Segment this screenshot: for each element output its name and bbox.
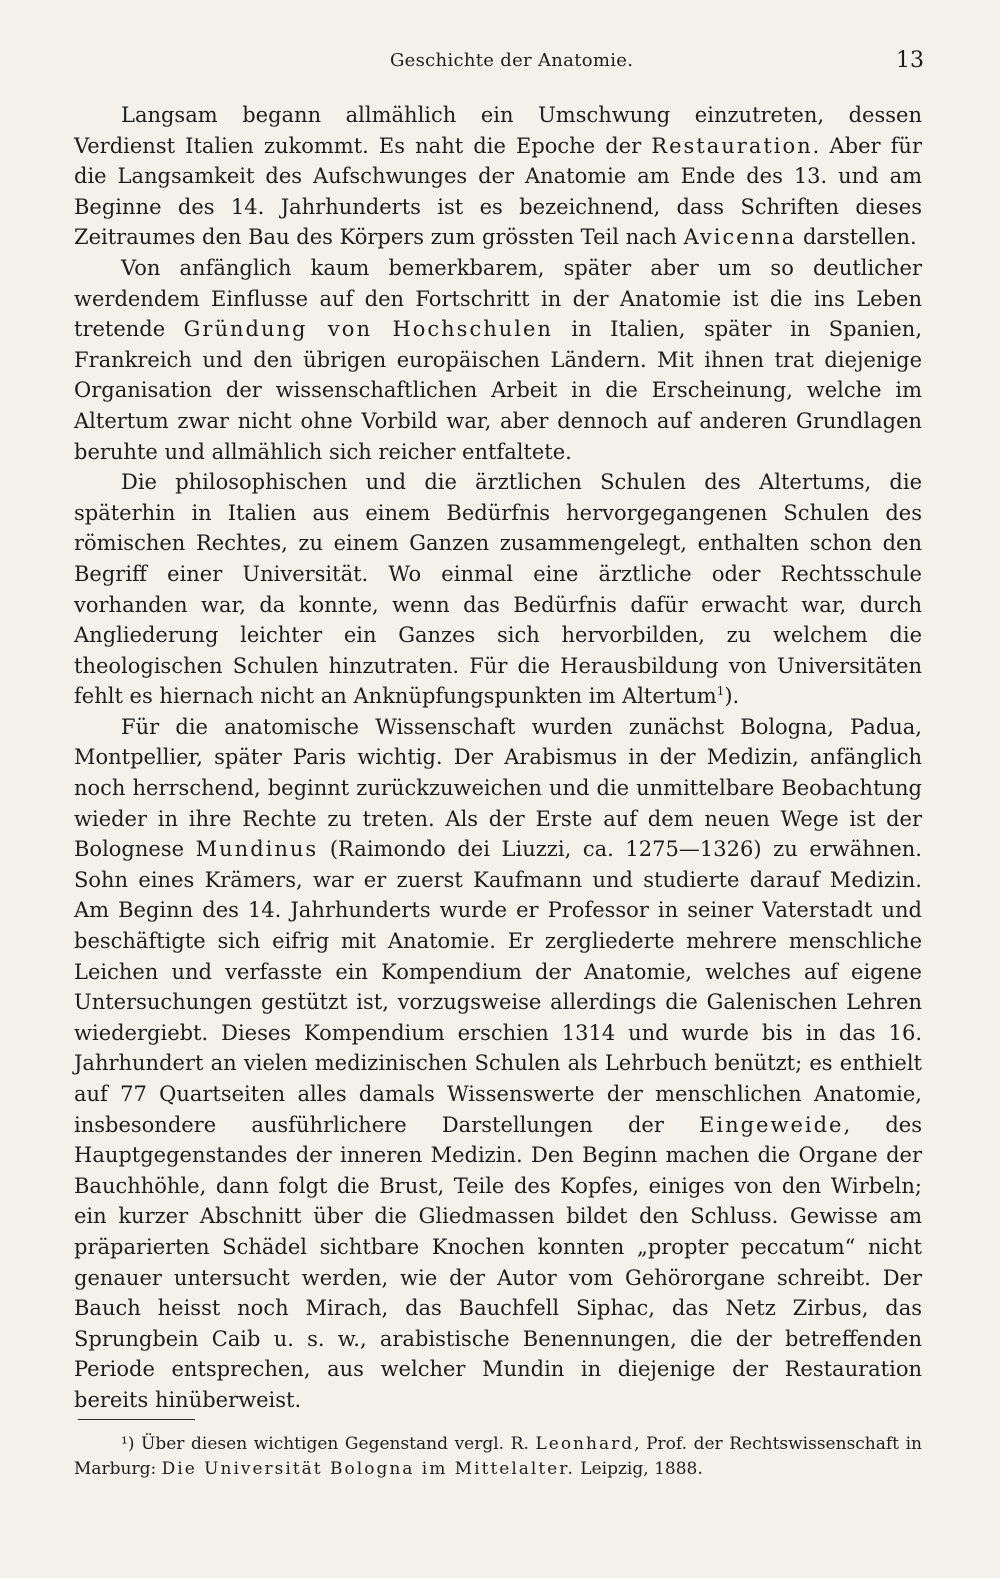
spaced-term-avicenna: Avicenna — [683, 225, 797, 250]
paragraph-2-text-a: Von anfänglich kaum bemerkbarem, später aber um so deutlicher werdendem Einflusse auf den Fortschritt in der Anatomie ist die ins Leben tretende — [74, 255, 922, 342]
paragraph-3 — [74, 467, 922, 712]
footnote-marker: ¹) — [121, 1434, 135, 1454]
paragraph-1 — [74, 100, 922, 253]
paragraph-4-text-c: (Raimondo dei Liuzzi, ca. 1275—1326) zu erwähnen. Sohn eines Krämers, war er zuerst Kaufmann und studierte darauf Medizin. Am Beginn des 14. Jahrhunderts wurde er Professor in seiner Vaterstadt und beschäftigte sich eifrig mit Anatomie. Er zergliederte mehrere menschliche Leichen und verfasste ein Kompendium der Anatomie, welches auf eigene Untersuchungen gestützt ist, vorzugsweise allerdings die Galenischen Lehren wiedergiebt. Dieses Kompendium erschien 1314 und wurde bis in das 16. Jahrhundert an vielen medizinischen Schulen als Lehrbuch benützt; es enthielt auf 77 Quartseiten alles damals Wissenswerte der menschlichen Anatomie, insbesondere ausführlichere Darstellungen der — [74, 837, 922, 1137]
paragraph-4 — [74, 712, 922, 1416]
footnote-text-c: , Prof. der Rechtswissenschaft in Marburg: — [74, 1434, 922, 1479]
paragraph-2 — [74, 253, 922, 467]
spaced-term-leonhard: Leonhard — [535, 1434, 635, 1454]
footnote-1 — [74, 1432, 922, 1482]
running-title: Geschichte der Anatomie. — [390, 50, 634, 71]
paragraph-4-text-e: , des Hauptgegenstandes der inneren Medizin. Den Beginn machen die Organe der Bauchhöhle, dann folgt die Brust, Teile des Kopfes, einiges von den Wirbeln; ein kurzer Abschnitt über die Gliedmassen bildet den Schluss. Gewisse am präparierten Schädel sichtbare Knochen konnten „propter peccatum“ nicht genauer untersucht werden, wie der Autor vom Gehörorgane schreibt. Der Bauch heisst noch Mirach, das Bauchfell Siphac, das Netz Zirbus, das Sprungbein Caib u. s. w., arabistische Benennungen, die der betreffenden Periode entsprechen, aus welcher Mundin in diejenige der Restauration bereits hinüberweist. — [74, 1112, 922, 1412]
footnote-text-a: Über diesen wichtigen Gegenstand vergl. R. — [134, 1434, 536, 1454]
paragraph-3-text-b: ). — [724, 684, 740, 709]
running-head — [0, 46, 1000, 76]
footnote-text-e: Leipzig, 1888. — [574, 1459, 703, 1479]
paragraph-3-text-a: Die philosophischen und die ärztlichen Schulen des Altertums, die späterhin in Italien aus einem Bedürfnis hervorgegangenen Schulen des römischen Rechtes, zu einem Ganzen zusammengelegt, enthalten schon den Begriff einer Universität. Wo einmal eine ärztliche oder Rechtsschule vorhanden war, da konnte, wenn das Bedürfnis dafür erwacht war, durch Angliederung leichter ein Ganzes sich hervorbilden, zu welchem die theologischen Schulen hinzutraten. Für die Herausbildung von Universitäten fehlt es hiernach nicht an Anknüpfungspunkten im Altertum — [74, 470, 922, 709]
footnote — [74, 1432, 922, 1482]
spaced-term-mundinus: Mundinus — [195, 837, 319, 862]
body-text — [74, 100, 922, 1416]
paragraph-1-text-c: . Aber für die Langsamkeit des Aufschwunges der Anatomie am Ende des 13. und am Beginne des 14. Jahrhunderts ist es bezeichnend, dass Schriften dieses Zeitraumes den Bau des Körpers zum grössten Teil nach — [74, 133, 922, 250]
page-number: 13 — [896, 48, 924, 73]
spaced-term-restauration: Restauration — [651, 133, 813, 158]
spaced-term-gruendung: Gründung von Hochschulen — [183, 317, 553, 342]
spaced-book-title: Die Universität Bologna im Mittelalter. — [161, 1459, 575, 1479]
paragraph-4-text-a: Für die anatomische Wissenschaft wurden zunächst Bologna, Padua, Montpellier, später Paris wichtig. Der Arabismus in der Medizin, anfänglich noch herrschend, beginnt zurückzuweichen und die unmittelbare Beobachtung wieder in ihre Rechte zu treten. Als der Erste auf dem neuen Wege ist der Bolognese — [74, 714, 922, 862]
spaced-term-eingeweide: Eingeweide — [699, 1112, 844, 1137]
footnote-divider — [78, 1419, 195, 1420]
paragraph-1-text-a: Langsam begann allmählich ein Umschwung einzutreten, dessen Verdienst Italien zukommt. Es naht die Epoche der — [74, 103, 922, 158]
paragraph-1-text-e: darstellen. — [796, 225, 917, 250]
footnote-reference[interactable]: 1 — [716, 684, 725, 699]
paragraph-2-text-c: in Italien, später in Spanien, Frankreich und den übrigen europäischen Ländern. Mit ihnen trat diejenige Organisation der wissenschaftlichen Arbeit in die Erscheinung, welche im Altertum zwar nicht ohne Vorbild war, aber dennoch auf anderen Grundlagen beruhte und allmählich sich reicher entfaltete. — [74, 317, 923, 464]
